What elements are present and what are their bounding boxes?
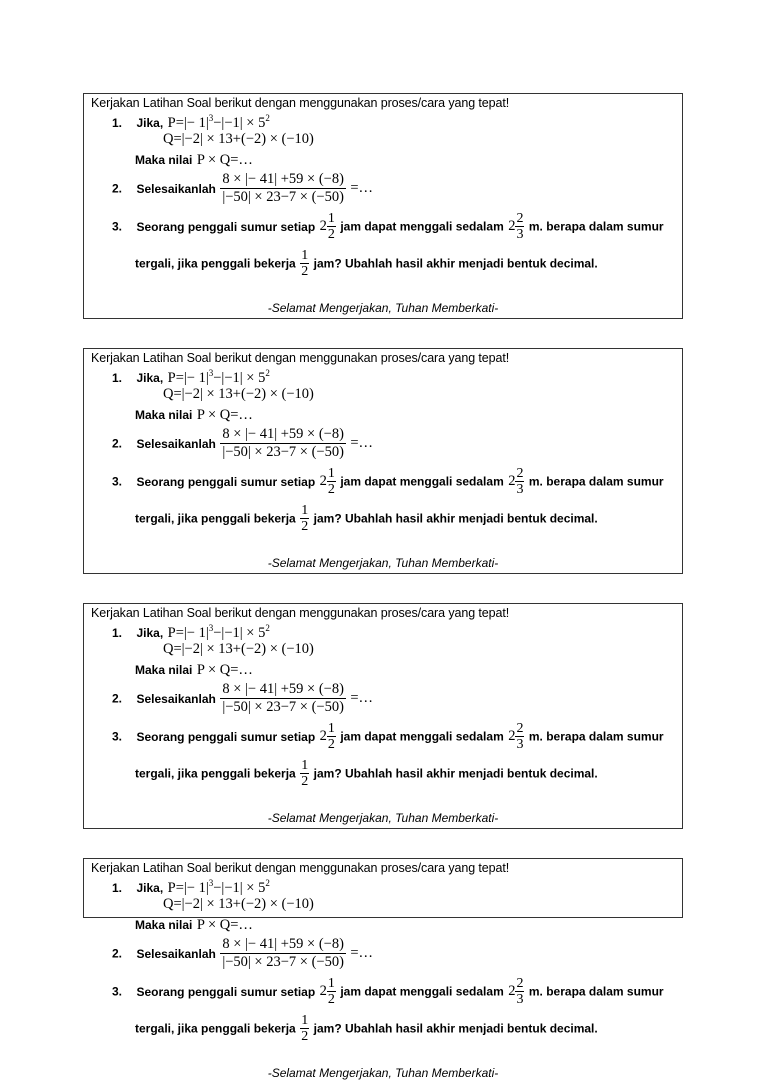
closing-text: -Selamat Mengerjakan, Tuhan Memberkati-: [267, 811, 499, 825]
question-label: Jika,: [136, 371, 164, 385]
question-3-line-1: 3. Seorang penggali sumur setiap 2 $\frac{1}{2}$ jam dapat menggali sedalam 2 $\frac{2}{3}$ m. berapa dalam sumur: [112, 466, 664, 497]
question-number: 1.: [112, 626, 123, 640]
mixed-fraction: $\frac{1}{2}$: [327, 211, 335, 242]
question-3-line-1: 3. Seorang penggali sumur setiap 2 $\frac{1}{2}$ jam dapat menggali sedalam 2 $\frac{2}{3}$ m. berapa dalam sumur: [112, 721, 664, 752]
fraction: $\frac{1}{2}$: [301, 1013, 309, 1044]
q-expression: Q=|−2| × 13+(−2) × (−10): [163, 386, 314, 402]
question-label: Jika,: [136, 116, 164, 130]
fraction-expression: $\frac{8 \times |- 41| +59 \times (-8)}{|-50| \times 23-7 \times (-50)}$: [222, 171, 344, 205]
question-1-line-1: [112, 113, 270, 132]
question-1-ask: Maka nilai P × Q=…: [135, 152, 253, 168]
q-expression: Q=|−2| × 13+(−2) × (−10): [163, 641, 314, 657]
mixed-fraction: $\frac{2}{3}$: [516, 211, 524, 242]
p-expression: $P=|- 1|^3-|-1| \times 5^2$: [167, 113, 270, 131]
question-number: 2.: [112, 181, 123, 196]
question-3-line-1: 3. Seorang penggali sumur setiap 2 $\frac{1}{2}$ jam dapat menggali sedalam 2 $\frac{2}{3}$ m. berapa dalam sumur: [112, 211, 664, 242]
q-expression: Q=|−2| × 13+(−2) × (−10): [163, 131, 314, 147]
question-number: 1.: [112, 116, 123, 130]
question-3-line-1: 3. Seorang penggali sumur setiap 2 $\frac{1}{2}$ jam dapat menggali sedalam 2 $\frac{2}{3}$ m. berapa dalam sumur: [112, 976, 664, 1007]
fraction-expression: $\frac{8 \times |- 41| +59 \times (-8)}{|-50| \times 23-7 \times (-50)}$: [222, 936, 344, 970]
question-number: 3.: [112, 219, 123, 234]
question-number: 2.: [112, 946, 123, 961]
fraction: $\frac{1}{2}$: [301, 503, 309, 534]
p-expression: $P=|- 1|^3-|-1| \times 5^2$: [167, 878, 270, 896]
question-3-line-2: tergali, jika penggali bekerja $\frac{1}{2}$ jam? Ubahlah hasil akhir menjadi bentuk decimal.: [135, 503, 598, 534]
question-number: 3.: [112, 474, 123, 489]
fraction-expression: $\frac{8 \times |- 41| +59 \times (-8)}{|-50| \times 23-7 \times (-50)}$: [222, 426, 344, 460]
question-number: 1.: [112, 881, 123, 895]
question-number: 3.: [112, 984, 123, 999]
instruction-text: Kerjakan Latihan Soal berikut dengan menggunakan proses/cara yang tepat!: [91, 861, 510, 875]
p-expression: $P=|- 1|^3-|-1| \times 5^2$: [167, 368, 270, 386]
mixed-fraction: $\frac{1}{2}$: [327, 466, 335, 497]
worksheet-card-3: [83, 603, 683, 829]
question-1-line-1: [112, 368, 270, 387]
mixed-fraction: $\frac{2}{3}$: [516, 721, 524, 752]
mixed-fraction: $\frac{1}{2}$: [327, 976, 335, 1007]
closing-text: -Selamat Mengerjakan, Tuhan Memberkati-: [267, 556, 499, 570]
closing-text: -Selamat Mengerjakan, Tuhan Memberkati-: [267, 1066, 499, 1080]
question-number: 1.: [112, 371, 123, 385]
instruction-text: Kerjakan Latihan Soal berikut dengan menggunakan proses/cara yang tepat!: [91, 606, 510, 620]
q-expression: Q=|−2| × 13+(−2) × (−10): [163, 896, 314, 912]
mixed-fraction: $\frac{2}{3}$: [516, 976, 524, 1007]
closing-text: -Selamat Mengerjakan, Tuhan Memberkati-: [267, 301, 499, 315]
instruction-text: Kerjakan Latihan Soal berikut dengan menggunakan proses/cara yang tepat!: [91, 351, 510, 365]
mixed-fraction: $\frac{1}{2}$: [327, 721, 335, 752]
question-number: 2.: [112, 436, 123, 451]
p-expression: $P=|- 1|^3-|-1| \times 5^2$: [167, 623, 270, 641]
worksheet-card-2: [83, 348, 683, 574]
worksheet-card-4: [83, 858, 683, 1080]
question-3-line-2: tergali, jika penggali bekerja $\frac{1}{2}$ jam? Ubahlah hasil akhir menjadi bentuk decimal.: [135, 758, 598, 789]
question-2: 2. Selesaikanlah $\frac{8 \times |- 41| +59 \times (-8)}{|-50| \times 23-7 \times (-50)}$ =…: [112, 681, 374, 715]
fraction: $\frac{1}{2}$: [301, 758, 309, 789]
question-3-line-2: tergali, jika penggali bekerja $\frac{1}{2}$ jam? Ubahlah hasil akhir menjadi bentuk decimal.: [135, 248, 598, 279]
fraction-expression: $\frac{8 \times |- 41| +59 \times (-8)}{|-50| \times 23-7 \times (-50)}$: [222, 681, 344, 715]
question-label: Jika,: [136, 626, 164, 640]
mixed-fraction: $\frac{2}{3}$: [516, 466, 524, 497]
worksheet-card-1: [83, 93, 683, 319]
fraction: $\frac{1}{2}$: [301, 248, 309, 279]
instruction-text: Kerjakan Latihan Soal berikut dengan menggunakan proses/cara yang tepat!: [91, 96, 510, 110]
question-label: Jika,: [136, 881, 164, 895]
question-number: 2.: [112, 691, 123, 706]
question-2: 2. Selesaikanlah $\frac{8 \times |- 41| +59 \times (-8)}{|-50| \times 23-7 \times (-50)}$ =…: [112, 936, 374, 970]
question-number: 3.: [112, 729, 123, 744]
question-2: 2. Selesaikanlah $\frac{8 \times |- 41| +59 \times (-8)}{|-50| \times 23-7 \times (-50)}$ =…: [112, 171, 374, 205]
question-2: 2. Selesaikanlah $\frac{8 \times |- 41| +59 \times (-8)}{|-50| \times 23-7 \times (-50)}$ =…: [112, 426, 374, 460]
question-1-ask: Maka nilai P × Q=…: [135, 662, 253, 678]
question-1-ask: Maka nilai P × Q=…: [135, 407, 253, 423]
question-1-ask: Maka nilai P × Q=…: [135, 917, 253, 933]
question-3-line-2: tergali, jika penggali bekerja $\frac{1}{2}$ jam? Ubahlah hasil akhir menjadi bentuk decimal.: [135, 1013, 598, 1044]
question-1-line-1: [112, 623, 270, 642]
question-1-line-1: [112, 878, 270, 897]
